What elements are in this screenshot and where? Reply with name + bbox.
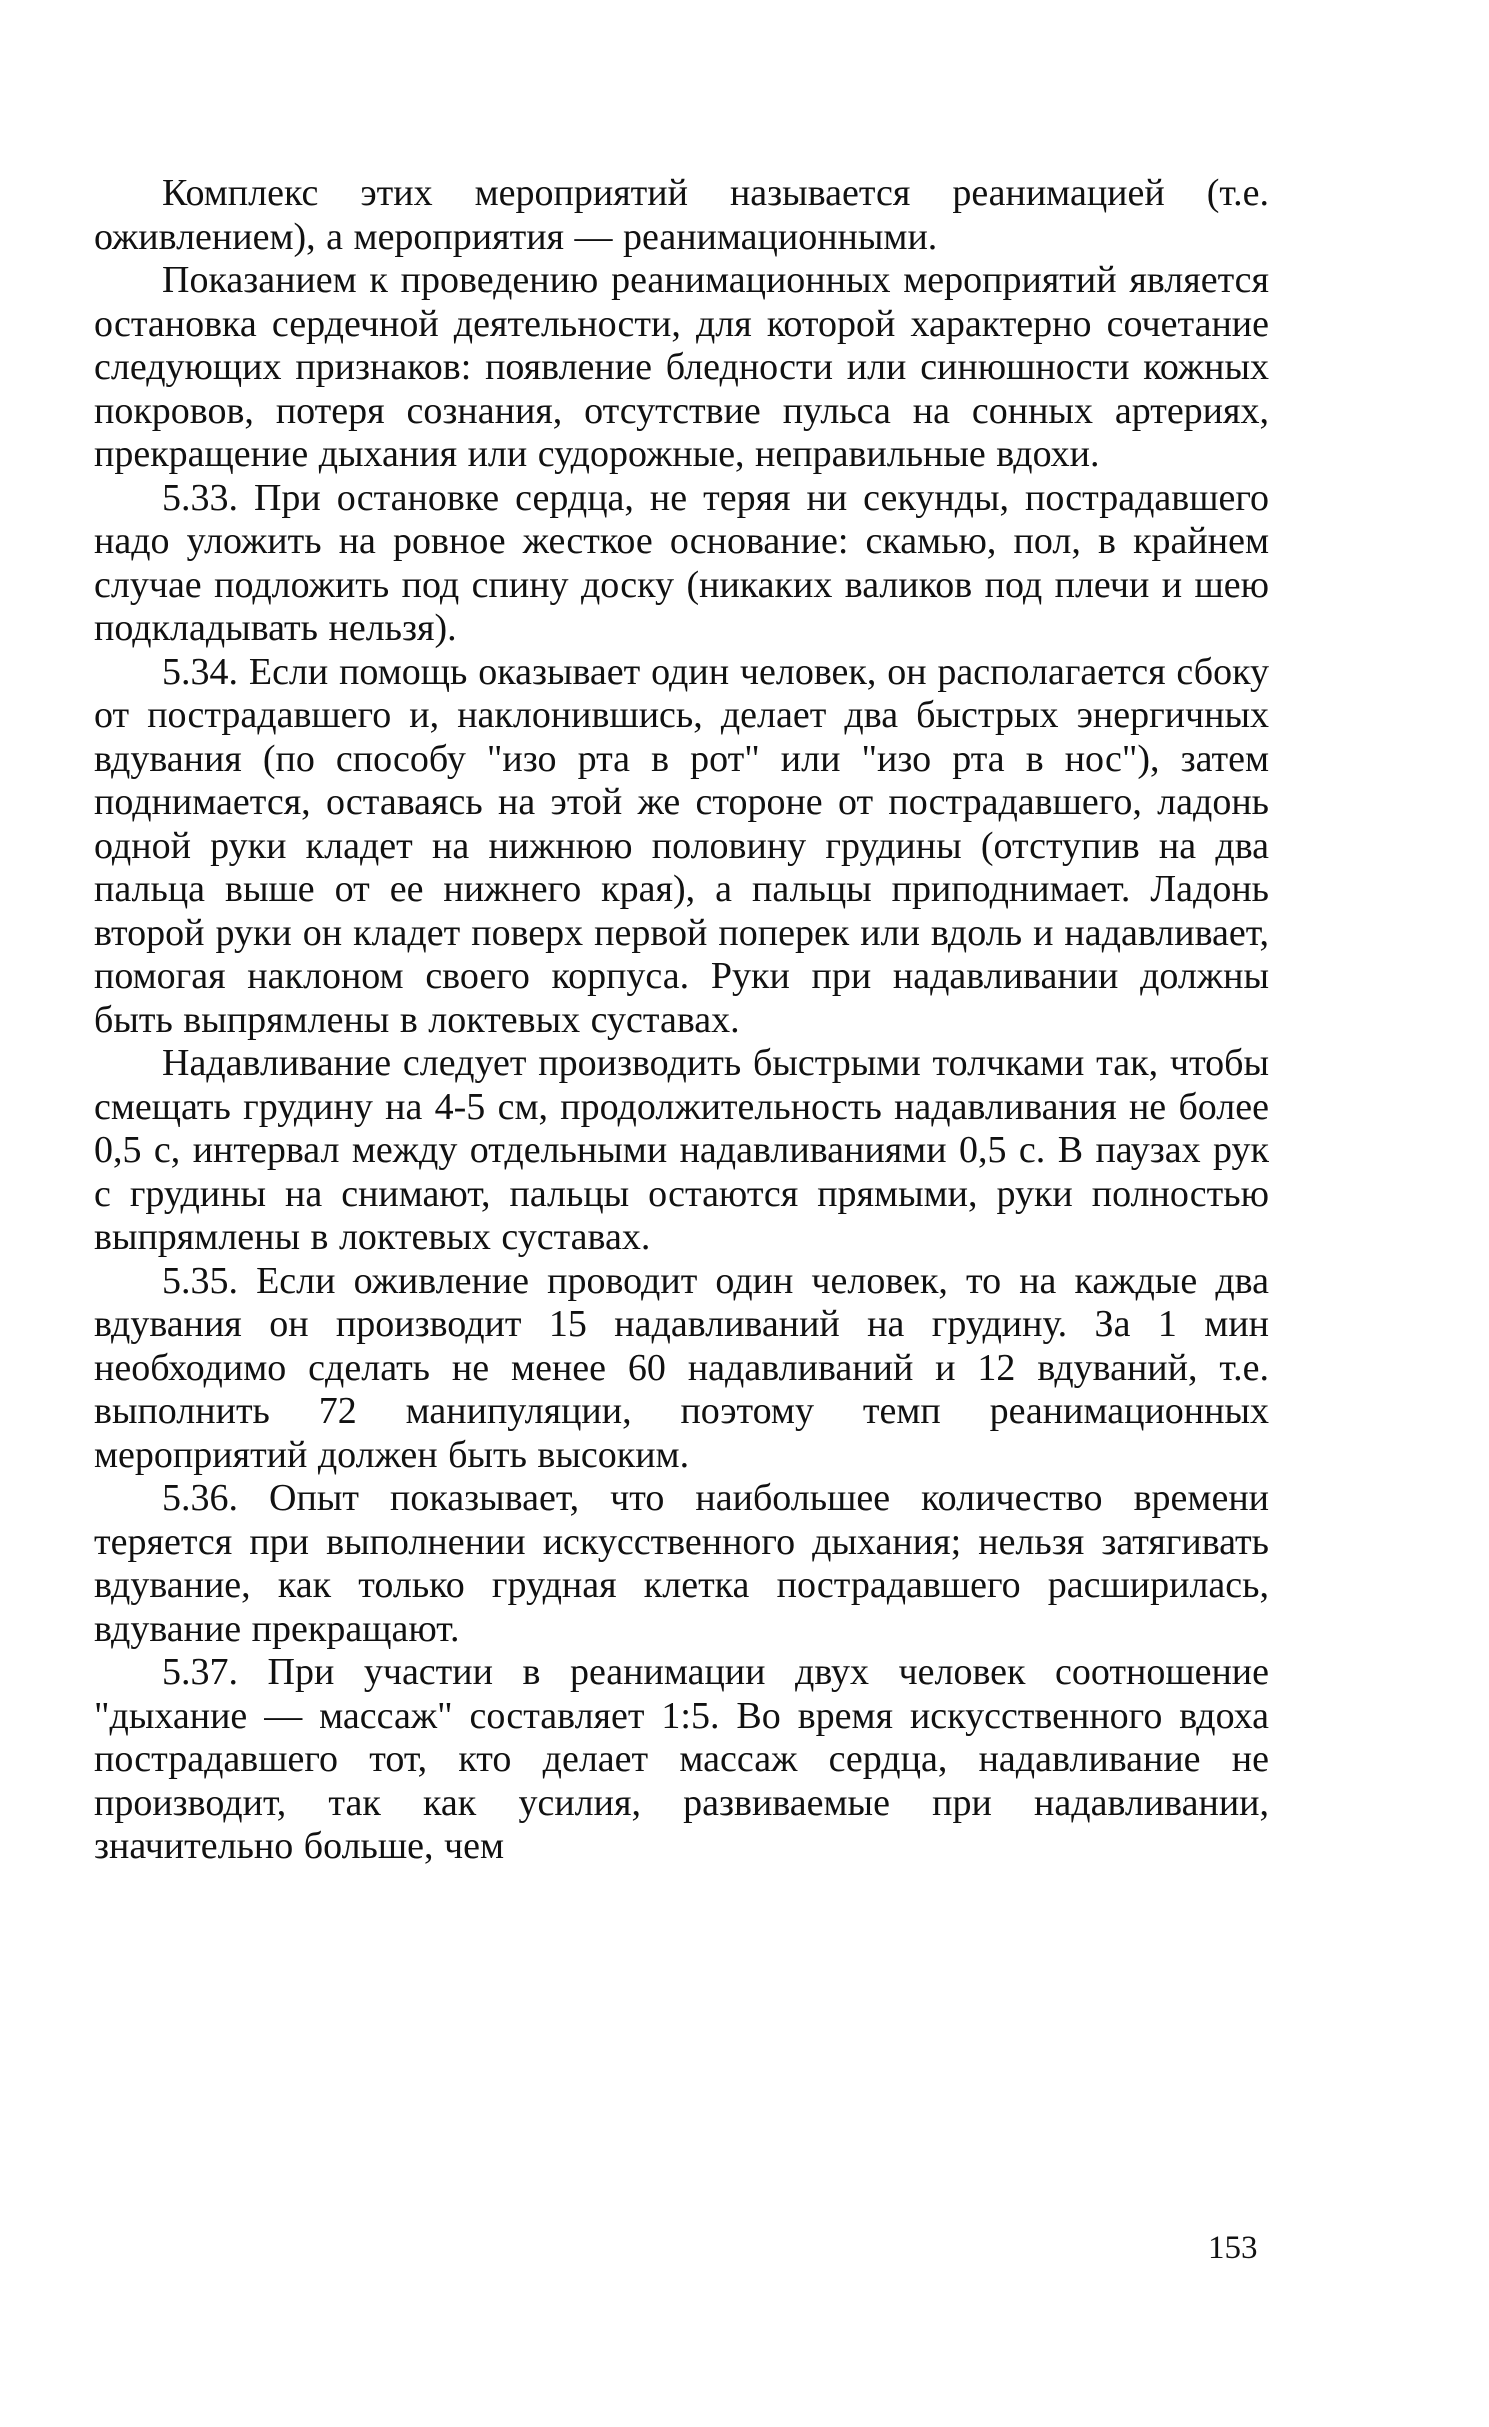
paragraph-5-37: 5.37. При участии в реанимации двух человек соотношение "дыхание — массаж" составляет 1:5. Во время искусственного вдоха пострадавшего тот, кто делает массаж сердца, надавливание не производит, так как усилия, развиваемые при надавливании, значительно больше, чем bbox=[94, 1651, 1269, 1867]
page-body bbox=[94, 172, 1269, 1869]
paragraph-5-35: 5.35. Если оживление проводит один человек, то на каждые два вдувания он производит 15 надавливаний на грудину. За 1 мин необходимо сделать не менее 60 надавливаний и 12 вдуваний, т.е. выполнить 72 манипуляции, поэтому темп реанимационных мероприятий должен быть высоким. bbox=[94, 1259, 1269, 1476]
paragraph-reanimation-definition: Комплекс этих мероприятий называется реанимацией (т.е. оживлением), а мероприятия — реанимационными. bbox=[94, 172, 1269, 258]
paragraph-5-36: 5.36. Опыт показывает, что наибольшее количество времени теряется при выполнении искусственного дыхания; нельзя затягивать вдувание, как только грудная клетка пострадавшего расширилась, вдувание прекращают. bbox=[94, 1477, 1269, 1650]
paragraph-5-33: 5.33. При остановке сердца, не теряя ни секунды, пострадавшего надо уложить на ровное жесткое основание: скамью, пол, в крайнем случае подложить под спину доску (никаких валиков под плечи и шею подкладывать нельзя). bbox=[94, 476, 1269, 649]
paragraph-5-34: 5.34. Если помощь оказывает один человек, он располагается сбоку от пострадавшего и, наклонившись, делает два быстрых энергичных вдувания (по способу "изо рта в рот" или "изо рта в нос"), затем поднимается, оставаясь на этой же стороне от пострадавшего, ладонь одной руки кладет на нижнюю половину грудины (отступив на два пальца выше от ее нижнего края), а пальцы приподнимает. Ладонь второй руки он кладет поверх первой поперек или вдоль и надавливает, помогая наклоном своего корпуса. Руки при надавливании должны быть выпрямлены в локтевых суставах. bbox=[94, 650, 1269, 1041]
paragraph-indications: Показанием к проведению реанимационных мероприятий является остановка сердечной деятельности, для которой характерно сочетание следующих признаков: появление бледности или синюшности кожных покровов, потеря сознания, отсутствие пульса на сонных артериях, прекращение дыхания или судорожные, неправильные вдохи. bbox=[94, 259, 1269, 475]
page-number: 153 bbox=[1208, 2230, 1258, 2266]
paragraph-compression-technique: Надавливание следует производить быстрыми толчками так, чтобы смещать грудину на 4-5 см, продолжительность надавливания не более 0,5 с, интервал между отдельными надавливаниями 0,5 с. В паузах рук с грудины на снимают, пальцы остаются прямыми, руки полностью выпрямлены в локтевых суставах. bbox=[94, 1042, 1269, 1258]
